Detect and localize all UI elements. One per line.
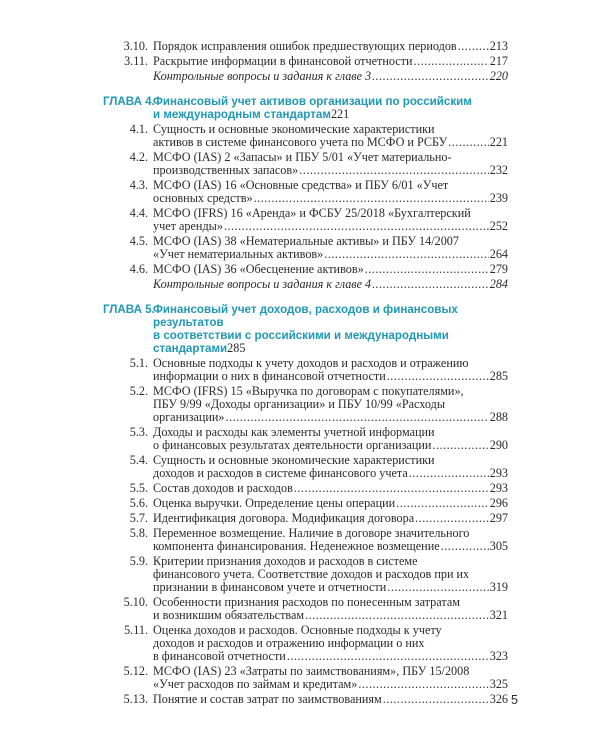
page-number: 5: [511, 693, 518, 707]
dot-leader: [387, 581, 488, 594]
dot-leader: [448, 136, 488, 149]
chapter-label: ГЛАВА 5.: [103, 303, 155, 316]
entry-number: 5.9.: [129, 554, 148, 568]
entry-text-line: финансового учета. Соответствие доходов и расходов при их: [153, 567, 470, 581]
entry-number: 4.1.: [129, 122, 148, 136]
toc-entry: [129, 206, 508, 233]
page-ref: 284: [489, 277, 508, 291]
page-ref: 285: [489, 369, 508, 383]
entry-text-line: Понятие и состав затрат по заимствованиям: [153, 692, 382, 706]
entry-text-line: МСФО (IFRS) 16 «Аренда» и ФСБУ 25/2018 «Бухгалтерский: [153, 206, 471, 220]
toc-entry: [129, 453, 508, 480]
entry-number: 3.11.: [124, 54, 148, 68]
entry-text-line: активов в системе финансового учета по МСФО и РСБУ: [153, 135, 448, 149]
entry-text-line: МСФО (IAS) 16 «Основные средства» и ПБУ 6/01 «Учет: [153, 178, 449, 192]
page-ref: 285: [227, 341, 246, 355]
toc-entry: [123, 692, 508, 706]
entry-text-line: Сущность и основные экономические характеристики: [153, 453, 435, 467]
toc-entry: [129, 122, 508, 149]
entry-text-line: Состав доходов и расходов: [153, 481, 293, 495]
table-of-contents: [0, 40, 600, 706]
page-ref: 221: [330, 107, 350, 121]
entry-number: 4.6.: [129, 262, 148, 276]
page-ref: 321: [489, 608, 508, 622]
entry-text-line: МСФО (IAS) 2 «Запасы» и ПБУ 5/01 «Учет материально-: [153, 150, 452, 164]
entry-text-line: Финансовый учет доходов, расходов и финансовых результатов: [153, 303, 458, 329]
entry-text-line: доходов и расходов и отражению информации о них: [153, 636, 425, 650]
page-ref: 264: [489, 247, 508, 261]
toc-entry: [129, 526, 508, 553]
entry-text-line: основных средств»: [153, 191, 253, 205]
entry-number: 4.5.: [129, 234, 148, 248]
page-ref: 288: [489, 410, 508, 424]
entry-text-line: «Учет нематериальных активов»: [153, 247, 324, 261]
chapter-label: ГЛАВА 4.: [103, 95, 155, 108]
entry-text-line: Оценка доходов и расходов. Основные подходы к учету: [153, 623, 442, 637]
entry-text-line: о финансовых результатах деятельности организации: [153, 438, 432, 452]
entry-number: 5.12.: [123, 664, 148, 678]
entry-text-line: Порядок исправления ошибок предшествующих периодов: [153, 39, 457, 53]
entry-number: 5.7.: [129, 511, 148, 525]
entry-text-line: доходов и расходов в системе финансового учета: [153, 466, 408, 480]
page-ref: 297: [489, 511, 508, 525]
entry-number: 3.10.: [123, 39, 148, 53]
entry-text-line: Сущность и основные экономические характеристики: [153, 122, 435, 136]
entry-text-line: ПБУ 9/99 «Доходы организации» и ПБУ 10/99 «Расходы: [153, 397, 446, 411]
page-ref: 326: [489, 692, 508, 706]
page-ref: 296: [489, 496, 508, 510]
page-ref: 221: [489, 135, 508, 149]
toc-entry: [124, 623, 508, 663]
toc-entry: [129, 262, 508, 276]
entry-text-line: МСФО (IFRS) 15 «Выручка по договорам с покупателями»,: [153, 384, 464, 398]
dot-leader: [299, 164, 489, 177]
entry-text-line: в соответствии с российскими и международными стандартами: [153, 329, 449, 355]
entry-text-line: Критерии признания доходов и расходов в системе: [153, 554, 418, 568]
entry-text-line: в финансовой отчетности: [153, 649, 286, 663]
page-ref: 319: [489, 580, 508, 594]
toc-entry: [129, 481, 508, 495]
dot-leader: [396, 497, 489, 510]
dot-leader: [409, 467, 489, 480]
entry-text-line: Контрольные вопросы и задания к главе 3: [153, 69, 372, 83]
entry-text-line: Идентификация договора. Модификация договора: [153, 511, 415, 525]
page-ref: 213: [489, 39, 508, 53]
dot-leader: [224, 220, 489, 233]
page-ref: 279: [489, 262, 508, 276]
dot-leader: [226, 411, 489, 424]
toc-entry: [129, 234, 508, 261]
toc-entry: [129, 178, 508, 205]
dot-leader: [383, 693, 489, 706]
entry-text-line: Контрольные вопросы и задания к главе 4: [153, 277, 372, 291]
entry-number: 5.3.: [129, 425, 148, 439]
entry-number: 5.1.: [129, 356, 148, 370]
entry-number: 4.3.: [129, 178, 148, 192]
entry-text-line: производственных запасов»: [153, 163, 299, 177]
toc-entry: [124, 54, 508, 68]
entry-text-line: и возникшим обязательствам: [153, 608, 305, 622]
dot-leader: [387, 370, 489, 383]
entry-text-line: Доходы и расходы как элементы учетной информации: [153, 425, 435, 439]
dot-leader: [294, 482, 489, 495]
entry-text-line: Особенности признания расходов по понесенным затратам: [153, 595, 460, 609]
dot-leader: [305, 609, 489, 622]
toc-entry: [123, 39, 508, 53]
page-ref: 293: [489, 481, 508, 495]
entry-text-line: компонента финансирования. Неденежное возмещение: [153, 539, 440, 553]
entry-number: 5.10.: [123, 595, 148, 609]
entry-text-line: Оценка выручки. Определение цены операции: [153, 496, 396, 510]
dot-leader: [324, 248, 488, 261]
dot-leader: [432, 439, 488, 452]
page-ref: 293: [489, 466, 508, 480]
dot-leader: [365, 263, 489, 276]
toc-entry: [129, 511, 508, 525]
entry-text-line: Раскрытие информации в финансовой отчетности: [153, 54, 413, 68]
dot-leader: [415, 512, 489, 525]
page-ref: 325: [489, 677, 508, 691]
toc-entry: [129, 356, 508, 383]
entry-text-line: МСФО (IAS) 38 «Нематериальные активы» и ПБУ 14/2007: [153, 234, 459, 248]
entry-number: 5.4.: [129, 453, 148, 467]
page-ref: 323: [489, 649, 508, 663]
page-ref: 232: [489, 163, 508, 177]
page-ref: 252: [489, 219, 508, 233]
toc-entry: [123, 664, 508, 691]
toc-entry: [129, 425, 508, 452]
entry-number: 5.13.: [123, 692, 148, 706]
entry-number: 5.5.: [129, 481, 148, 495]
entry-number: 5.11.: [124, 623, 148, 637]
toc-entry: [129, 150, 508, 177]
dot-leader: [372, 278, 489, 291]
entry-text-line: организации»: [153, 410, 225, 424]
entry-text-line: признании в финансовом учете и отчетности: [153, 580, 387, 594]
dot-leader: [287, 650, 489, 663]
entry-number: 5.2.: [129, 384, 148, 398]
toc-chapter: [103, 303, 508, 355]
page-ref: 239: [489, 191, 508, 205]
dot-leader: [458, 40, 489, 53]
entry-number: 4.2.: [129, 150, 148, 164]
toc-entry: [123, 595, 508, 622]
entry-number: 4.4.: [129, 206, 148, 220]
page-ref: 220: [489, 69, 508, 83]
entry-text-line: МСФО (IAS) 23 «Затраты по заимствованиям», ПБУ 15/2008: [153, 664, 470, 678]
page-ref: 305: [489, 539, 508, 553]
toc-entry: [129, 496, 508, 510]
entry-text-line: учет аренды»: [153, 219, 223, 233]
entry-number: 5.8.: [129, 526, 148, 540]
entry-text-line: информации о них в финансовой отчетности: [153, 369, 386, 383]
dot-leader: [414, 55, 489, 68]
toc-entry: [153, 70, 508, 83]
entry-number: 5.6.: [129, 496, 148, 510]
entry-text-line: Основные подходы к учету доходов и расходов и отражению: [153, 356, 469, 370]
toc-entry: [153, 278, 508, 291]
entry-text-line: МСФО (IAS) 36 «Обесценение активов»: [153, 262, 364, 276]
page-ref: 290: [489, 438, 508, 452]
entry-text-line: Переменное возмещение. Наличие в договоре значительного: [153, 526, 470, 540]
dot-leader: [358, 678, 488, 691]
dot-leader: [441, 540, 489, 553]
dot-leader: [254, 192, 489, 205]
toc-entry: [129, 554, 508, 594]
entry-text-line: «Учет расходов по займам и кредитам»: [153, 677, 358, 691]
entry-text-line: и международным стандартам: [153, 108, 331, 121]
dot-leader: [372, 70, 489, 83]
toc-entry: [129, 384, 508, 424]
page-ref: 217: [489, 54, 508, 68]
toc-chapter: [103, 95, 508, 121]
entry-text-line: Финансовый учет активов организации по российским: [153, 95, 472, 108]
